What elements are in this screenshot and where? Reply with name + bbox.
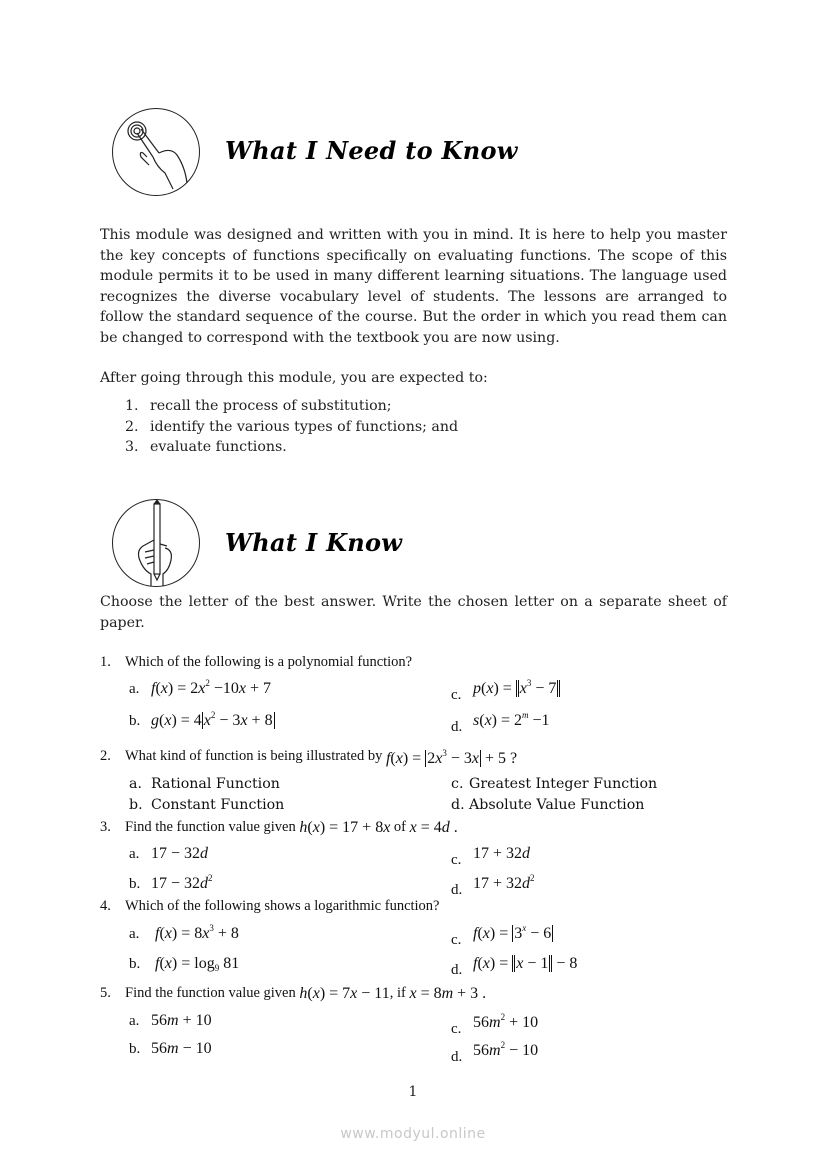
option-4d: d. f(x) = x − 1 − 8 xyxy=(451,955,578,978)
option-2d: d. Absolute Value Function xyxy=(451,797,645,813)
option-4b: b. $f(x) = \log_9 81$ xyxy=(129,955,240,973)
question-2: 2. What kind of function is being illustrated by $f(x) = 2x^3 - 3x + 5$ ? xyxy=(100,748,518,767)
objective-item: 3. evaluate functions. xyxy=(125,439,287,456)
option-2a: a. Rational Function xyxy=(129,776,280,792)
option-5a: a. 56m + 10 xyxy=(129,1012,212,1029)
option-3b: b. $17 - 32d^2$ xyxy=(129,873,213,892)
option-3c: c. 17 + 32d xyxy=(451,845,531,868)
option-5b: b. 56m − 10 xyxy=(129,1040,212,1057)
section-header-need-to-know xyxy=(112,108,200,196)
watermark: www.modyul.online xyxy=(340,1126,486,1142)
objective-item: 2. identify the various types of functions; and xyxy=(125,418,459,435)
question-5: 5. Find the function value given h(x) = 7x − 11 , if x = 8m + 3 . xyxy=(100,985,487,1002)
option-2c: c. Greatest Integer Function xyxy=(451,776,658,792)
objective-item: 1. recall the process of substitution; xyxy=(125,398,392,414)
option-1c: c. $p(x) = x^3 - 7$ xyxy=(451,678,560,698)
objectives-list xyxy=(125,396,458,458)
section-title: What I Need to Know xyxy=(225,136,518,165)
option-2b: b. Constant Function xyxy=(129,797,285,813)
option-3a: a. 17 − 32d xyxy=(129,845,209,862)
intro-paragraph: This module was designed and written with you in mind. It is here to help you master the key concepts of functions specifically on evaluating functions. The scope of this module permits it to be used in many different learning situations. The language used recognizes the diverse vocabulary level of students. The lessons are arranged to follow the standard sequence of the course. But the order in which you read them can be changed to correspond with the textbook you are now using. xyxy=(100,227,727,346)
hand-holding-pencil-icon xyxy=(112,499,200,587)
option-5c: c. $56m^2 + 10$ xyxy=(451,1012,539,1037)
option-3d: d. $17 + 32d^2$ xyxy=(451,873,535,898)
option-4c: c. $f(x) = 3^x - 6$ xyxy=(451,923,552,948)
option-1a: a. $f(x) = 2x^2 -10x + 7$ xyxy=(129,678,272,697)
section-header-what-i-know xyxy=(112,499,200,587)
option-1d: d. $s(x) = 2^m -1$ xyxy=(451,710,550,735)
section-title: What I Know xyxy=(225,528,403,557)
question-1: 1. Which of the following is a polynomial function? xyxy=(100,654,413,670)
instructions-paragraph: Choose the letter of the best answer. Write the chosen letter on a separate sheet of paper. xyxy=(100,594,727,631)
expectations-lead: After going through this module, you are expected to: xyxy=(100,370,488,386)
option-4a: a. $f(x) = 8x^3 + 8$ xyxy=(129,923,239,942)
page-number: 1 xyxy=(408,1084,418,1100)
hand-pointing-icon xyxy=(112,108,200,196)
option-1b: b. g(x) = 4 $x^2 - 3x + 8$ xyxy=(129,710,273,729)
question-3: 3. Find the function value given h(x) = 17 + 8x of x = 4d . xyxy=(100,819,458,836)
option-5d: d. $56m^2 - 10$ xyxy=(451,1040,539,1065)
question-4: 4. Which of the following shows a logarithmic function? xyxy=(100,898,440,914)
